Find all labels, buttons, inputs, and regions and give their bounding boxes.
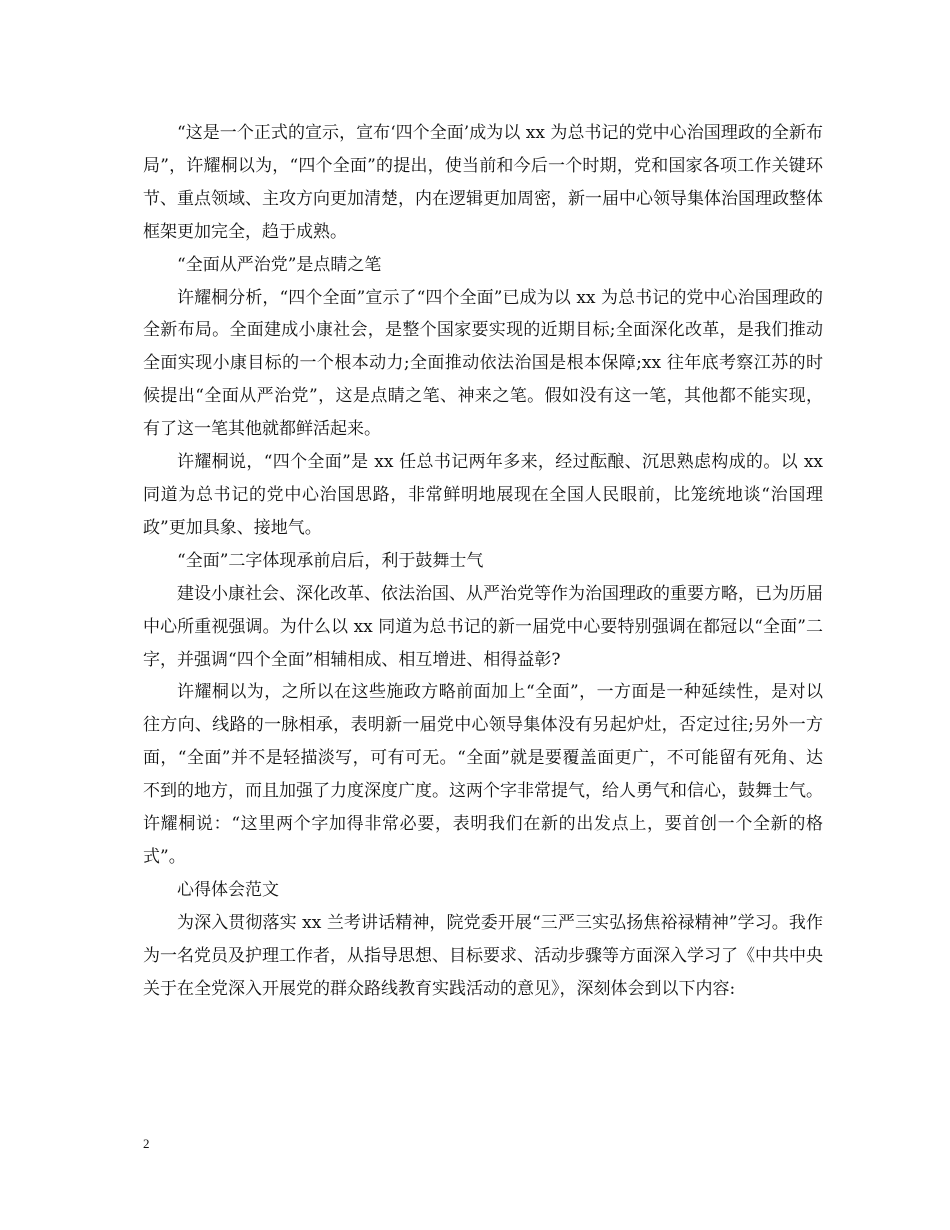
section-heading: “全面”二字体现承前启后，利于鼓舞士气 <box>177 550 484 571</box>
paragraph: 许耀桐说，“四个全面”是 xx 任总书记两年多来，经过酝酿、沉思熟虑构成的。以 xx 同道为总书记的党中心治国思路，非常鲜明地展现在全国人民眼前，比笼统地谈“治国理政”更加具象、接地气。 <box>143 452 823 538</box>
section-heading: “全面从严治党”是点睛之笔 <box>177 254 382 275</box>
page-number: 2 <box>143 1136 150 1151</box>
paragraph: 为深入贯彻落实 xx 兰考讲话精神，院党委开展“三严三实弘扬焦裕禄精神”学习。我作为一名党员及护理工作者，从指导思想、目标要求、活动步骤等方面深入学习了《中共中央关于在全党深入开展党的群众路线教育实践活动的意见》，深刻体会到以下内容: <box>143 912 823 999</box>
paragraph: 许耀桐分析，“四个全面”宣示了“四个全面”已成为以 xx 为总书记的党中心治国理政的全新布局。全面建成小康社会，是整个国家要实现的近期目标;全面深化改革，是我们推动全面实现小康目标的一个根本动力;全面推动依法治国是根本保障;xx 往年底考察江苏的时候提出“全面从严治党”，这是点睛之笔、神来之笔。假如没有这一笔，其他都不能实现，有了这一笔其他就都鲜活起来。 <box>143 287 823 440</box>
paragraph: 建设小康社会、深化改革、依法治国、从严治党等作为治国理政的重要方略，已为历届中心所重视强调。为什么以 xx 同道为总书记的新一届党中心要特别强调在都冠以“全面”二字，并强调“四个全面”相辅相成、相互增进、相得益彰? <box>143 583 823 670</box>
paragraph: “这是一个正式的宣示，宣布‘四个全面’成为以 xx 为总书记的党中心治国理政的全新布局”，许耀桐以为，“四个全面”的提出，使当前和今后一个时期，党和国家各项工作关键环节、重点领域、主攻方向更加清楚，内在逻辑更加周密，新一届中心领导集体治国理政整体框架更加完全，趋于成熟。 <box>143 123 823 242</box>
section-heading: 心得体会范文 <box>177 879 279 900</box>
paragraph: 许耀桐以为，之所以在这些施政方略前面加上“全面”，一方面是一种延续性，是对以往方向、线路的一脉相承，表明新一届党中心领导集体没有另起炉灶，否定过往;另外一方面，“全面”并不是轻描淡写，可有可无。“全面”就是要覆盖面更广，不可能留有死角、达不到的地方，而且加强了力度深度广度。这两个字非常提气，给人勇气和信心，鼓舞士气。许耀桐说：“这里两个字加得非常必要，表明我们在新的出发点上，要首创一个全新的格式”。 <box>143 682 823 867</box>
document-body <box>143 117 823 1005</box>
